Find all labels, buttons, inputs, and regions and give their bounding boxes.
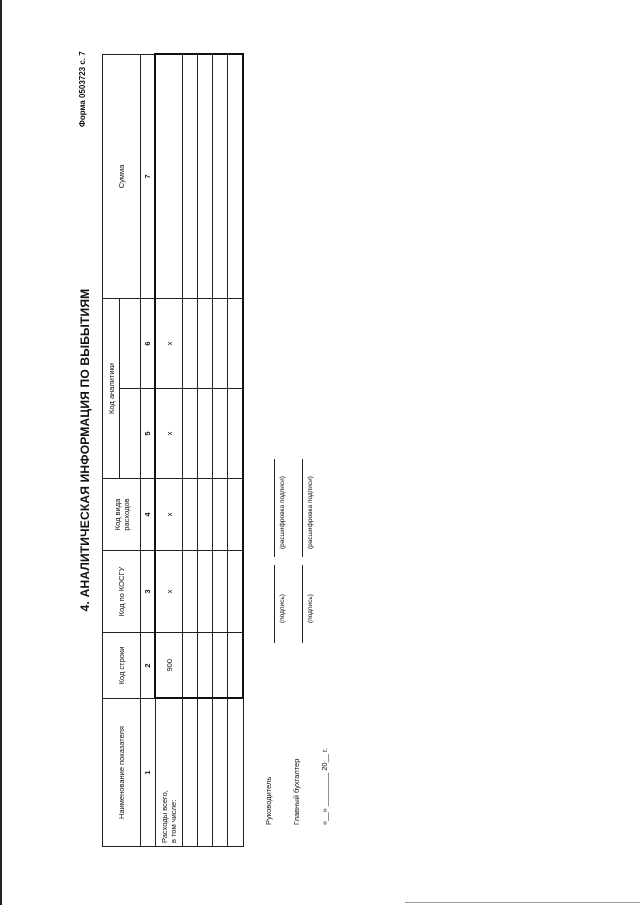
accountant-decryption-line	[302, 459, 303, 557]
row-line-code: 900	[155, 633, 183, 699]
table-row	[228, 54, 244, 846]
header-name: Наименование показателя	[103, 699, 141, 847]
row-expense-type: x	[155, 479, 183, 551]
row-line-code	[198, 633, 213, 699]
row-name	[198, 699, 213, 847]
section-title: 4. АНАЛИТИЧЕСКАЯ ИНФОРМАЦИЯ ПО ВЫБЫТИЯМ	[78, 288, 92, 612]
row-expense-type	[213, 479, 228, 551]
row-analytics-2	[183, 298, 198, 388]
header-analytics-sub-1	[120, 389, 141, 479]
row-kosgu	[198, 551, 213, 633]
rotated-form-content	[30, 25, 630, 875]
accountant-signature-line	[302, 565, 303, 643]
header-kosgu-code: Код по КОСГУ	[103, 551, 141, 633]
row-line-code	[228, 633, 244, 699]
accountant-decryption-caption: (расшифровка подписи)	[307, 476, 314, 549]
chief-accountant-label: Главный бухгалтер	[292, 758, 301, 825]
table-row	[155, 54, 183, 846]
row-name	[228, 699, 244, 847]
column-number: 4	[141, 479, 156, 551]
row-analytics-1	[228, 389, 244, 479]
scan-border-left	[0, 0, 2, 905]
row-kosgu	[183, 551, 198, 633]
header-amount: Сумма	[103, 54, 141, 298]
row-amount	[213, 54, 228, 298]
header-expense-type-code: Код вида расходов	[103, 479, 141, 551]
row-amount	[198, 54, 213, 298]
scan-border-bottom	[405, 902, 640, 903]
row-line-code	[183, 633, 198, 699]
row-amount	[155, 54, 183, 298]
analytics-table	[102, 53, 244, 847]
row-name	[183, 699, 198, 847]
row-analytics-2	[213, 298, 228, 388]
row-name-continued: в том числе:	[168, 799, 178, 843]
column-number: 3	[141, 551, 156, 633]
form-number: Форма 0503723 с. 7	[78, 51, 87, 127]
table-row	[198, 54, 213, 846]
row-amount	[183, 54, 198, 298]
head-signature-caption: (подпись)	[279, 594, 286, 623]
row-analytics-1	[213, 389, 228, 479]
row-analytics-1: x	[155, 389, 183, 479]
header-line-code: Код строки	[103, 633, 141, 699]
row-kosgu: x	[155, 551, 183, 633]
row-kosgu	[228, 551, 244, 633]
column-number: 7	[141, 54, 156, 298]
header-analytics-code: Код аналитики	[103, 298, 120, 478]
row-name-cell	[155, 699, 183, 847]
column-number: 2	[141, 633, 156, 699]
table-row	[183, 54, 198, 846]
column-number: 6	[141, 298, 156, 388]
column-number: 1	[141, 699, 156, 847]
row-name	[213, 699, 228, 847]
row-analytics-2: x	[155, 298, 183, 388]
row-analytics-2	[228, 298, 244, 388]
column-number: 5	[141, 389, 156, 479]
row-expense-type	[183, 479, 198, 551]
accountant-signature-caption: (подпись)	[307, 594, 314, 623]
date-line: «__» ________ 20__ г.	[320, 748, 329, 825]
head-decryption-caption: (расшифровка подписи)	[279, 476, 286, 549]
header-analytics-sub-2	[120, 298, 141, 388]
row-analytics-1	[198, 389, 213, 479]
row-line-code	[213, 633, 228, 699]
row-analytics-2	[198, 298, 213, 388]
table-row	[213, 54, 228, 846]
row-kosgu	[213, 551, 228, 633]
head-signature-line	[274, 565, 275, 643]
row-analytics-1	[183, 389, 198, 479]
head-label: Руководитель	[264, 776, 273, 825]
row-expense-type	[228, 479, 244, 551]
row-amount	[228, 54, 244, 298]
row-name: Расходы всего,	[159, 790, 169, 843]
row-expense-type	[198, 479, 213, 551]
head-decryption-line	[274, 459, 275, 557]
